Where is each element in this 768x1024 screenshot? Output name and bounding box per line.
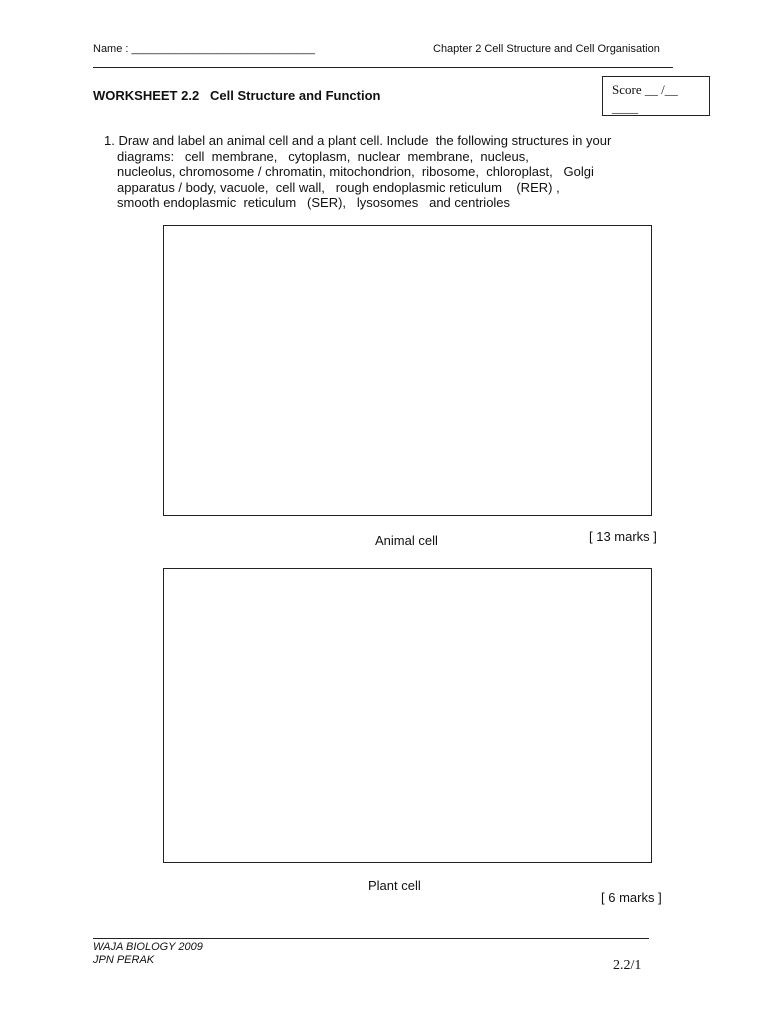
page-number: 2.2/1 bbox=[613, 958, 642, 973]
plant-cell-caption: Plant cell bbox=[368, 878, 421, 893]
question-line-2: diagrams: cell membrane, cytoplasm, nuclear membrane, nucleus, bbox=[117, 149, 529, 164]
animal-cell-caption: Animal cell bbox=[375, 533, 438, 548]
name-label: Name : ______________________________ bbox=[93, 43, 316, 55]
footer-publisher: WAJA BIOLOGY 2009 bbox=[93, 941, 203, 953]
question-line-3: nucleolus, chromosome / chromatin, mitochondrion, ribosome, chloroplast, Golgi bbox=[117, 164, 594, 179]
header-rule bbox=[93, 67, 673, 68]
plant-cell-marks: [ 6 marks ] bbox=[601, 890, 662, 905]
animal-cell-marks: [ 13 marks ] bbox=[589, 529, 657, 544]
animal-cell-drawing-area[interactable] bbox=[163, 225, 652, 516]
question-line-4: apparatus / body, vacuole, cell wall, rough endoplasmic reticulum (RER) , bbox=[117, 180, 560, 195]
plant-cell-drawing-area[interactable] bbox=[163, 568, 652, 863]
worksheet-title: WORKSHEET 2.2 Cell Structure and Function bbox=[93, 88, 381, 103]
question-line-5: smooth endoplasmic reticulum (SER), lysosomes and centrioles bbox=[117, 195, 511, 210]
score-label: Score __ /__ bbox=[612, 82, 678, 97]
footer-organisation: JPN PERAK bbox=[93, 954, 155, 966]
question-line-1: 1. Draw and label an animal cell and a plant cell. Include the following structures in your bbox=[104, 133, 612, 148]
score-total-blank: ____ bbox=[612, 100, 638, 115]
footer-rule bbox=[93, 938, 649, 939]
chapter-title: Chapter 2 Cell Structure and Cell Organisation bbox=[433, 43, 660, 55]
